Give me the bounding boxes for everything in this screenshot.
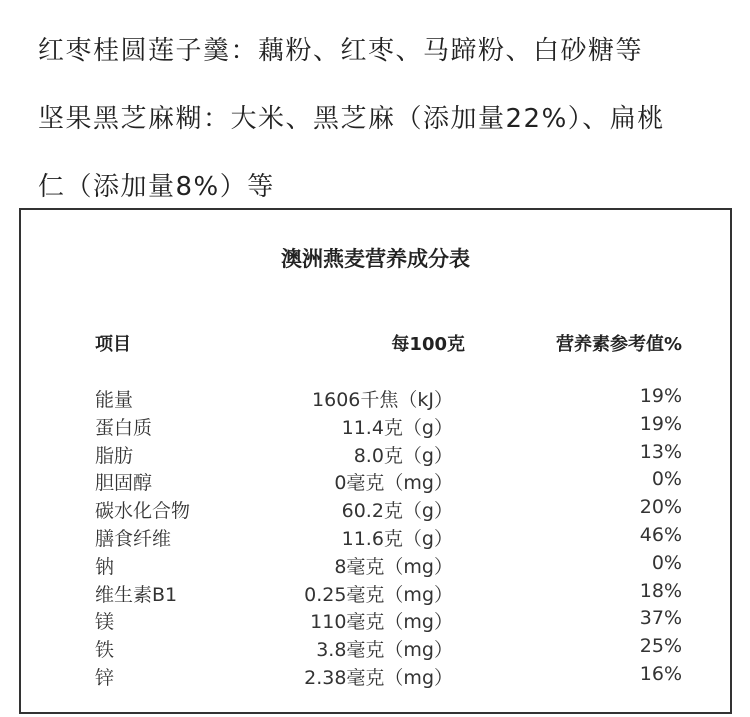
nutrient-name: 锌	[95, 666, 115, 689]
nutrient-name: 镁	[95, 611, 115, 634]
nutrient-nrv: 19%	[639, 412, 682, 435]
table-row	[21, 468, 730, 496]
table-row	[21, 413, 730, 441]
nutrient-value: 11.6克（g）	[341, 527, 453, 550]
nutrient-nrv: 20%	[639, 496, 682, 519]
nutrient-value: 0毫克（mg）	[334, 472, 453, 495]
nutrient-name: 能量	[95, 389, 134, 411]
nutrient-nrv: 0%	[651, 468, 682, 491]
nutrient-nrv: 16%	[639, 662, 682, 685]
table-row	[21, 635, 730, 663]
header-per-100g: 每100克	[391, 334, 465, 355]
nutrient-value: 2.38毫克（mg）	[304, 666, 453, 689]
table-row	[21, 580, 730, 608]
nutrient-value: 8毫克（mg）	[334, 555, 453, 578]
nutrient-name: 脂肪	[95, 444, 134, 467]
table-row	[21, 552, 730, 580]
nutrient-value: 1606千焦（kJ）	[312, 389, 453, 411]
nutrient-value: 110毫克（mg）	[310, 611, 453, 634]
nutrient-value: 60.2克（g）	[341, 500, 453, 523]
nutrient-value: 0.25毫克（mg）	[304, 583, 453, 606]
header-nrv: 营养素参考值%	[555, 334, 682, 355]
nutrient-nrv: 46%	[639, 523, 682, 546]
nutrient-name: 铁	[95, 639, 115, 662]
nutrient-name: 膳食纤维	[95, 527, 172, 550]
table-body	[21, 385, 730, 691]
table-row	[21, 524, 730, 552]
nutrient-name: 蛋白质	[95, 416, 153, 439]
nutrient-name: 胆固醇	[95, 472, 153, 495]
nutrient-value: 11.4克（g）	[341, 416, 453, 439]
table-row	[21, 663, 730, 691]
table-row	[21, 441, 730, 469]
intro-line-3: 仁（添加量8%）等	[38, 172, 275, 202]
nutrient-nrv: 18%	[639, 579, 682, 602]
nutrient-name: 钠	[95, 555, 115, 578]
table-row	[21, 385, 730, 413]
nutrient-value: 8.0克（g）	[353, 444, 453, 467]
nutrient-nrv: 37%	[639, 607, 682, 630]
nutrient-value: 3.8毫克（mg）	[316, 639, 453, 662]
nutrient-nrv: 25%	[639, 635, 682, 658]
nutrient-name: 碳水化合物	[95, 500, 191, 523]
table-row	[21, 607, 730, 635]
nutrient-name: 维生素B1	[95, 583, 178, 606]
nutrient-nrv: 13%	[639, 440, 682, 463]
table-title: 澳洲燕麦营养成分表	[281, 247, 470, 271]
nutrient-nrv: 19%	[639, 385, 682, 407]
header-item: 项目	[95, 334, 131, 355]
nutrient-nrv: 0%	[651, 551, 682, 574]
intro-line-1: 红枣桂圆莲子羹：藕粉、红枣、马蹄粉、白砂糖等	[38, 36, 644, 66]
intro-line-2: 坚果黑芝麻糊：大米、黑芝麻（添加量22%）、扁桃	[38, 104, 665, 134]
table-row	[21, 496, 730, 524]
nutrition-table	[19, 208, 732, 714]
